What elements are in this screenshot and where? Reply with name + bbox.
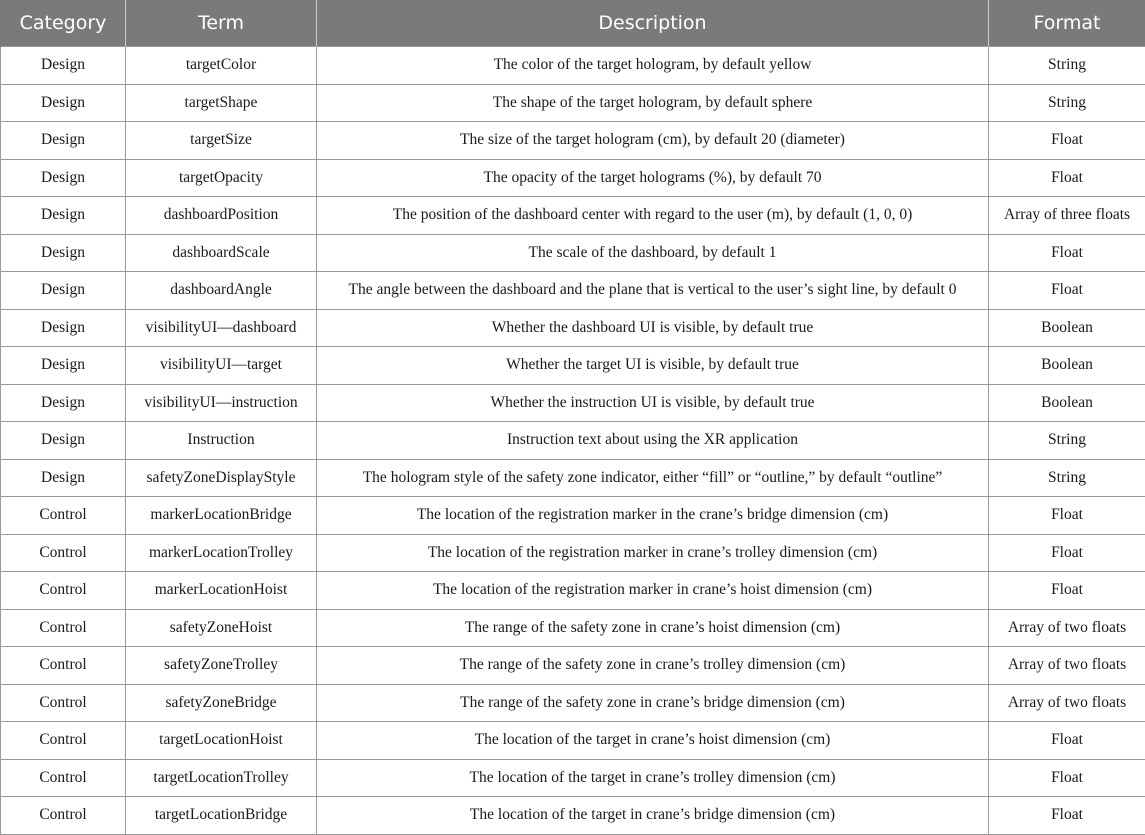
column-header-description: Description: [317, 0, 989, 47]
cell-category: Control: [1, 497, 126, 535]
cell-category: Control: [1, 797, 126, 835]
cell-description: The hologram style of the safety zone indicator, either “fill” or “outline,” by default “outline”: [317, 459, 989, 497]
cell-format: Array of two floats: [989, 684, 1145, 722]
cell-format: String: [989, 84, 1145, 122]
cell-format: Boolean: [989, 384, 1145, 422]
cell-description: The range of the safety zone in crane’s hoist dimension (cm): [317, 609, 989, 647]
cell-category: Design: [1, 272, 126, 310]
cell-term: safetyZoneDisplayStyle: [126, 459, 317, 497]
cell-term: dashboardScale: [126, 234, 317, 272]
column-header-format: Format: [989, 0, 1145, 47]
table-row: [1, 647, 1145, 685]
cell-term: targetSize: [126, 122, 317, 160]
cell-format: String: [989, 47, 1145, 85]
cell-category: Design: [1, 197, 126, 235]
table-row: [1, 84, 1145, 122]
table-row: [1, 572, 1145, 610]
cell-format: Float: [989, 759, 1145, 797]
column-header-term: Term: [126, 0, 317, 47]
cell-format: Float: [989, 722, 1145, 760]
cell-category: Control: [1, 722, 126, 760]
table-row: [1, 347, 1145, 385]
table-row: [1, 722, 1145, 760]
cell-format: Float: [989, 159, 1145, 197]
cell-description: The location of the registration marker in crane’s trolley dimension (cm): [317, 534, 989, 572]
cell-format: Array of two floats: [989, 647, 1145, 685]
cell-description: The range of the safety zone in crane’s trolley dimension (cm): [317, 647, 989, 685]
column-header-category: Category: [1, 0, 126, 47]
table-row: [1, 384, 1145, 422]
cell-format: Float: [989, 572, 1145, 610]
cell-description: The location of the target in crane’s hoist dimension (cm): [317, 722, 989, 760]
cell-term: markerLocationBridge: [126, 497, 317, 535]
cell-category: Control: [1, 534, 126, 572]
header-row: [1, 0, 1145, 47]
table-row: [1, 609, 1145, 647]
cell-term: targetColor: [126, 47, 317, 85]
cell-category: Control: [1, 572, 126, 610]
cell-category: Design: [1, 347, 126, 385]
table-row: [1, 47, 1145, 85]
table-row: [1, 234, 1145, 272]
cell-description: The color of the target hologram, by default yellow: [317, 47, 989, 85]
cell-description: The location of the target in crane’s bridge dimension (cm): [317, 797, 989, 835]
cell-description: The location of the registration marker in crane’s hoist dimension (cm): [317, 572, 989, 610]
cell-format: Float: [989, 797, 1145, 835]
cell-category: Design: [1, 459, 126, 497]
cell-description: The scale of the dashboard, by default 1: [317, 234, 989, 272]
cell-format: Boolean: [989, 347, 1145, 385]
table-row: [1, 759, 1145, 797]
cell-format: Float: [989, 272, 1145, 310]
table-row: [1, 122, 1145, 160]
cell-format: Float: [989, 534, 1145, 572]
cell-term: visibilityUI—target: [126, 347, 317, 385]
cell-description: The angle between the dashboard and the plane that is vertical to the user’s sight line, by default 0: [317, 272, 989, 310]
cell-term: Instruction: [126, 422, 317, 460]
cell-term: targetLocationTrolley: [126, 759, 317, 797]
cell-term: targetLocationBridge: [126, 797, 317, 835]
cell-format: Array of three floats: [989, 197, 1145, 235]
cell-description: The range of the safety zone in crane’s bridge dimension (cm): [317, 684, 989, 722]
table-row: [1, 422, 1145, 460]
cell-description: Whether the instruction UI is visible, by default true: [317, 384, 989, 422]
cell-term: targetShape: [126, 84, 317, 122]
cell-description: The position of the dashboard center with regard to the user (m), by default (1, 0, 0): [317, 197, 989, 235]
cell-term: targetOpacity: [126, 159, 317, 197]
cell-category: Design: [1, 159, 126, 197]
cell-description: The size of the target hologram (cm), by default 20 (diameter): [317, 122, 989, 160]
cell-category: Design: [1, 309, 126, 347]
cell-format: Float: [989, 122, 1145, 160]
table-row: [1, 497, 1145, 535]
cell-term: dashboardPosition: [126, 197, 317, 235]
table-row: [1, 797, 1145, 835]
table-row: [1, 534, 1145, 572]
cell-term: visibilityUI—instruction: [126, 384, 317, 422]
table-row: [1, 459, 1145, 497]
table-row: [1, 309, 1145, 347]
cell-category: Design: [1, 122, 126, 160]
cell-description: The opacity of the target holograms (%), by default 70: [317, 159, 989, 197]
cell-format: Array of two floats: [989, 609, 1145, 647]
cell-format: Boolean: [989, 309, 1145, 347]
cell-format: Float: [989, 234, 1145, 272]
cell-term: safetyZoneHoist: [126, 609, 317, 647]
cell-format: String: [989, 459, 1145, 497]
cell-term: safetyZoneBridge: [126, 684, 317, 722]
table-row: [1, 684, 1145, 722]
table-body: [1, 47, 1145, 835]
cell-format: String: [989, 422, 1145, 460]
cell-description: The location of the registration marker in the crane’s bridge dimension (cm): [317, 497, 989, 535]
cell-category: Design: [1, 422, 126, 460]
cell-category: Control: [1, 609, 126, 647]
cell-category: Control: [1, 684, 126, 722]
cell-term: dashboardAngle: [126, 272, 317, 310]
cell-term: visibilityUI—dashboard: [126, 309, 317, 347]
cell-format: Float: [989, 497, 1145, 535]
cell-category: Design: [1, 84, 126, 122]
cell-description: The shape of the target hologram, by default sphere: [317, 84, 989, 122]
table-row: [1, 272, 1145, 310]
cell-description: The location of the target in crane’s trolley dimension (cm): [317, 759, 989, 797]
table-header: [1, 0, 1145, 47]
cell-category: Design: [1, 234, 126, 272]
cell-term: markerLocationHoist: [126, 572, 317, 610]
cell-description: Instruction text about using the XR application: [317, 422, 989, 460]
cell-category: Design: [1, 47, 126, 85]
cell-category: Control: [1, 647, 126, 685]
cell-term: safetyZoneTrolley: [126, 647, 317, 685]
cell-category: Control: [1, 759, 126, 797]
table-row: [1, 197, 1145, 235]
table-row: [1, 159, 1145, 197]
cell-term: markerLocationTrolley: [126, 534, 317, 572]
cell-category: Design: [1, 384, 126, 422]
cell-description: Whether the target UI is visible, by default true: [317, 347, 989, 385]
cell-description: Whether the dashboard UI is visible, by default true: [317, 309, 989, 347]
cell-term: targetLocationHoist: [126, 722, 317, 760]
